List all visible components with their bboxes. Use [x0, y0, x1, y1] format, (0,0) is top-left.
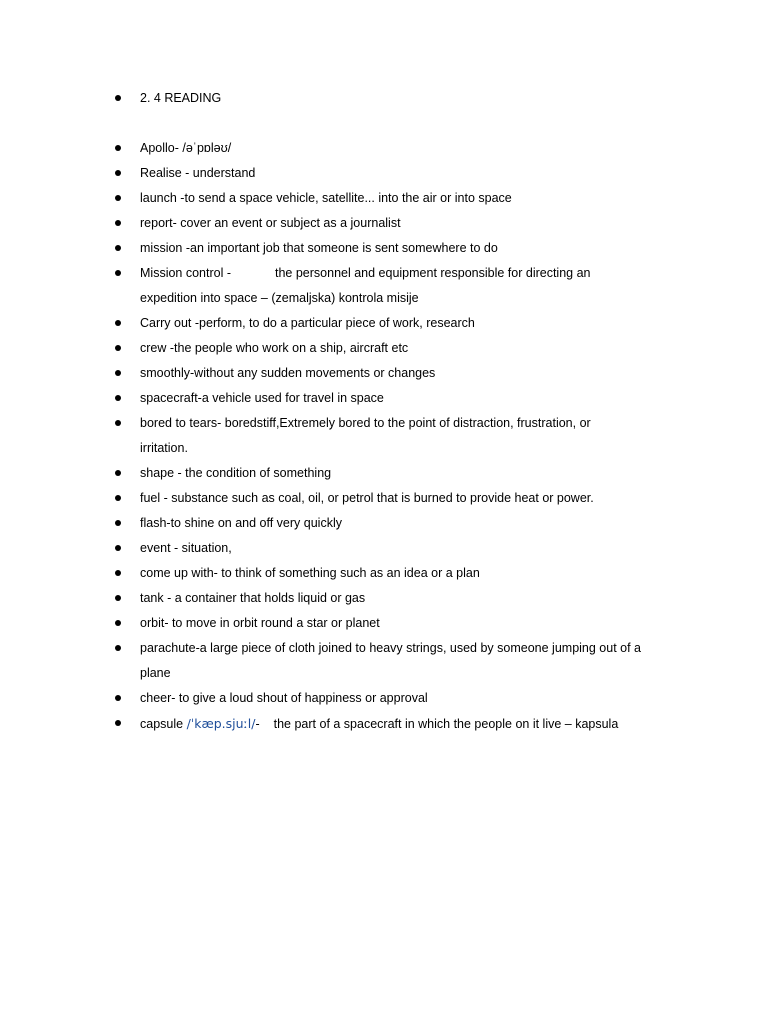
item-text: parachute-a large piece of cloth joined to heavy strings, used by someone jumping out of a — [140, 641, 642, 655]
item-term: capsule — [140, 717, 184, 731]
bullet-icon — [115, 270, 121, 276]
item-text: crew -the people who work on a ship, aircraft etc — [140, 341, 409, 355]
list-item — [112, 236, 712, 261]
bullet-icon — [115, 145, 121, 151]
list-item — [112, 186, 712, 211]
heading-text: 2. 4 READING — [140, 91, 222, 105]
list-item — [112, 136, 712, 161]
bullet-icon — [115, 570, 121, 576]
bullet-icon — [115, 345, 121, 351]
item-definition: the personnel and equipment responsible for directing an — [275, 266, 591, 280]
vocabulary-list — [112, 86, 712, 737]
item-text: report- cover an event or subject as a journalist — [140, 216, 401, 230]
list-item — [112, 261, 712, 311]
bullet-icon — [115, 645, 121, 651]
list-item — [112, 586, 712, 611]
list-heading — [112, 86, 712, 111]
bullet-icon — [115, 420, 121, 426]
item-text: Apollo- /əˈpɒləʊ/ — [140, 141, 232, 155]
list-item — [112, 536, 712, 561]
bullet-icon — [115, 220, 121, 226]
list-item — [112, 361, 712, 386]
item-text: tank - a container that holds liquid or gas — [140, 591, 366, 605]
item-term: Mission control - — [140, 266, 231, 280]
item-text: Realise - understand — [140, 166, 256, 180]
list-item — [112, 686, 712, 711]
item-text: spacecraft-a vehicle used for travel in space — [140, 391, 384, 405]
list-item — [112, 161, 712, 186]
item-text: Carry out -perform, to do a particular piece of work, research — [140, 316, 475, 330]
item-phonetic: /ˈkæp.sjuːl/ — [186, 716, 256, 731]
list-item — [112, 386, 712, 411]
list-item — [112, 711, 712, 737]
item-text: fuel - substance such as coal, oil, or petrol that is burned to provide heat or power. — [140, 491, 594, 505]
item-text: flash-to shine on and off very quickly — [140, 516, 342, 530]
bullet-icon — [115, 595, 121, 601]
item-text: orbit- to move in orbit round a star or planet — [140, 616, 380, 630]
bullet-icon — [115, 395, 121, 401]
list-item — [112, 336, 712, 361]
item-text: mission -an important job that someone is sent somewhere to do — [140, 241, 498, 255]
list-item — [112, 411, 712, 461]
bullet-icon — [115, 695, 121, 701]
bullet-icon — [115, 470, 121, 476]
item-text: shape - the condition of something — [140, 466, 332, 480]
bullet-icon — [115, 620, 121, 626]
list-item — [112, 461, 712, 486]
bullet-icon — [115, 195, 121, 201]
list-item — [112, 211, 712, 236]
item-continuation: irritation. — [140, 441, 188, 455]
item-text: bored to tears- boredstiff,Extremely bored to the point of distraction, frustration, or — [140, 416, 591, 430]
bullet-icon — [115, 495, 121, 501]
bullet-icon — [115, 245, 121, 251]
list-item — [112, 561, 712, 586]
item-text: event - situation, — [140, 541, 232, 555]
item-text: smoothly-without any sudden movements or changes — [140, 366, 436, 380]
item-continuation: plane — [140, 666, 171, 680]
item-text: come up with- to think of something such as an idea or a plan — [140, 566, 480, 580]
list-item — [112, 611, 712, 636]
bullet-icon — [115, 95, 121, 101]
list-item — [112, 311, 712, 336]
bullet-icon — [115, 370, 121, 376]
bullet-icon — [115, 170, 121, 176]
item-text: cheer- to give a loud shout of happiness or approval — [140, 691, 428, 705]
bullet-icon — [115, 720, 121, 726]
item-text: launch -to send a space vehicle, satellite... into the air or into space — [140, 191, 512, 205]
item-continuation: expedition into space – (zemaljska) kontrola misije — [140, 291, 419, 305]
bullet-icon — [115, 545, 121, 551]
list-item — [112, 486, 712, 511]
bullet-icon — [115, 520, 121, 526]
item-definition: the part of a spacecraft in which the people on it live – kapsula — [273, 717, 619, 731]
item-dash: - — [255, 717, 260, 731]
list-item — [112, 511, 712, 536]
list-item — [112, 636, 712, 686]
bullet-icon — [115, 320, 121, 326]
